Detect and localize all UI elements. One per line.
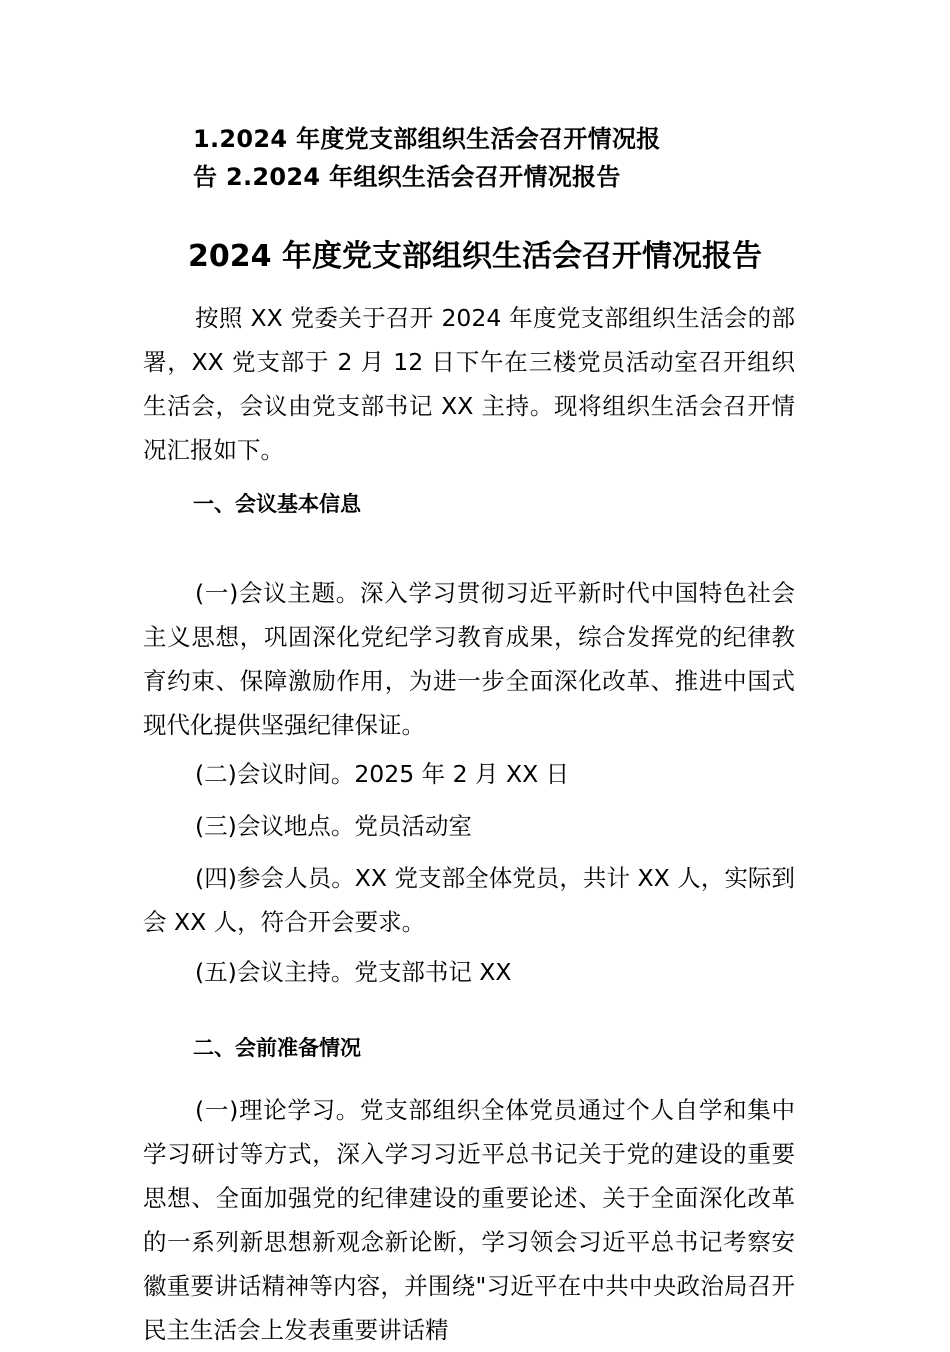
table-of-contents	[193, 120, 753, 196]
section-2-item-1: (一)理论学习。党支部组织全体党员通过个人自学和集中学习研讨等方式，深入学习习近平总书记关于党的建设的重要思想、全面加强党的纪律建设的重要论述、关于全面深化改革的一系列新思想新观念新论断，学习领会习近平总书记考察安徽重要讲话精神等内容，并围绕"习近平在中共中央政治局召开民主生活会上发表重要讲话精	[143, 1096, 795, 1344]
toc-line-1: 1.2024 年度党支部组织生活会召开情况报	[193, 125, 661, 153]
section-1-item-2: (二)会议时间。2025 年 2 月 XX 日	[195, 760, 570, 788]
section-1-item-1: (一)会议主题。深入学习贯彻习近平新时代中国特色社会主义思想，巩固深化党纪学习教育成果，综合发挥党的纪律教育约束、保障激励作用，为进一步全面深化改革、推进中国式现代化提供坚强纪律保证。	[143, 579, 795, 739]
toc-line-2: 告 2.2024 年组织生活会召开情况报告	[193, 163, 621, 191]
section-1-item-3: (三)会议地点。党员活动室	[195, 812, 472, 840]
intro-paragraph: 按照 XX 党委关于召开 2024 年度党支部组织生活会的部署，XX 党支部于 2 月 12 日下午在三楼党员活动室召开组织生活会，会议由党支部书记 XX 主持。现将组织生活会召开情况汇报如下。	[143, 304, 795, 464]
section-1-heading: 一、会议基本信息	[193, 492, 361, 516]
section-1-item-5: (五)会议主持。党支部书记 XX	[195, 958, 512, 986]
section-2-heading: 二、会前准备情况	[193, 1036, 361, 1060]
section-1-item-4: (四)参会人员。XX 党支部全体党员，共计 XX 人，实际到会 XX 人，符合开会要求。	[143, 864, 795, 936]
document-title: 2024 年度党支部组织生活会召开情况报告	[188, 239, 762, 274]
